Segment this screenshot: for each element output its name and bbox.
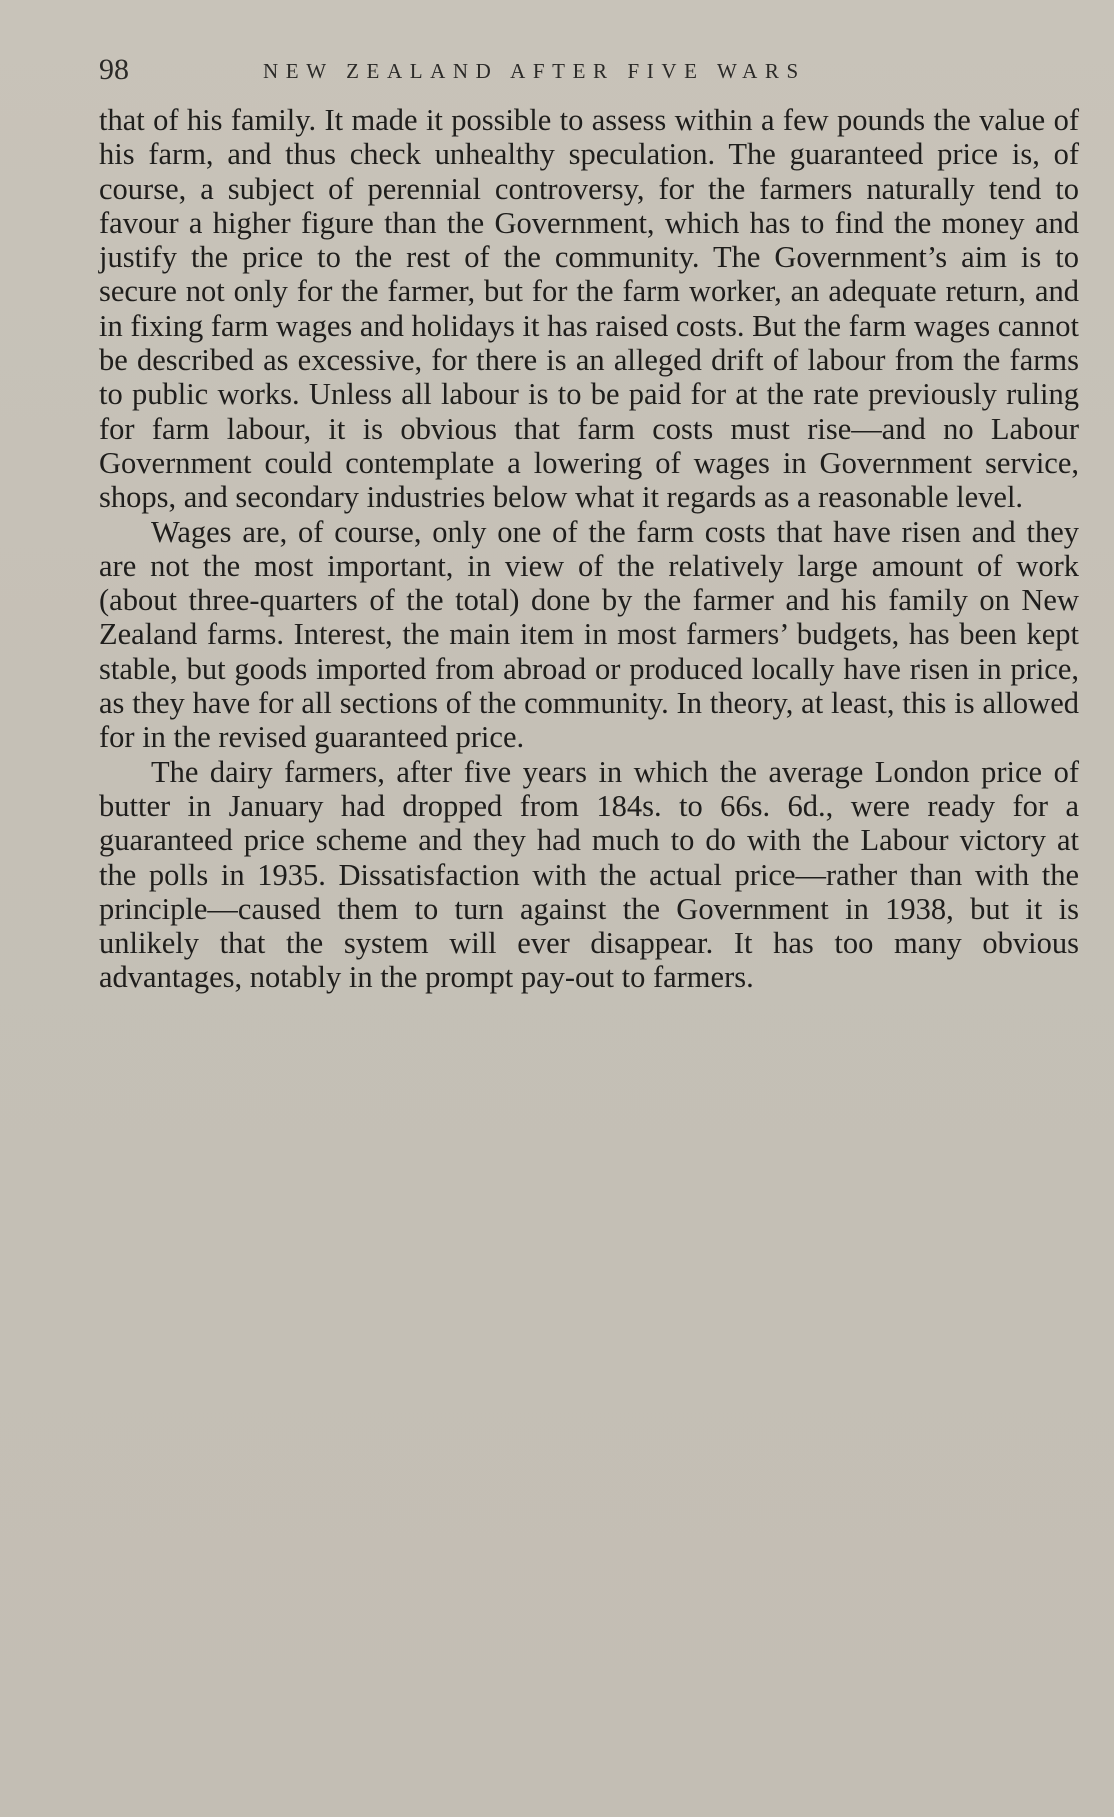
body-text [99,103,1079,995]
paragraph-continued: that of his family. It made it possible to assess within a few pounds the value of his farm, and thus check unhealthy speculation. The guaranteed price is, of course, a subject of perennial controversy, for the farmers naturally tend to favour a higher figure than the Government, which has to find the money and justify the price to the rest of the community. The Government’s aim is to secure not only for the farmer, but for the farm worker, an adequate return, and in fixing farm wages and holidays it has raised costs. But the farm wages cannot be described as excessive, for there is an alleged drift of labour from the farms to public works. Unless all labour is to be paid for at the rate previously ruling for farm labour, it is obvious that farm costs must rise—and no Labour Government could contemplate a lowering of wages in Government service, shops, and secondary industries below what it regards as a reasonable level. [99,103,1079,515]
paragraph-wages: Wages are, of course, only one of the farm costs that have risen and they are not the most important, in view of the relatively large amount of work (about three-quarters of the total) done by the farmer and his family on New Zealand farms. Interest, the main item in most farmers’ budgets, has been kept stable, but goods imported from abroad or produced locally have risen in price, as they have for all sections of the community. In theory, at least, this is allowed for in the revised guaranteed price. [99,514,1079,755]
page-number: 98 [99,53,129,86]
paragraph-dairy-farmers: The dairy farmers, after five years in which the average London price of butter in January had dropped from 184s. to 66s. 6d., were ready for a guaranteed price scheme and they had much to do with the Labour victory at the polls in 1935. Dissatisfaction with the actual price—rather than with the principle—caused them to turn against the Government in 1938, but it is unlikely that the system will ever disappear. It has too many obvious advantages, notably in the prompt pay-out to farmers. [99,754,1079,995]
book-title: NEW ZEALAND AFTER FIVE WARS [263,59,806,83]
running-head [99,52,1079,88]
